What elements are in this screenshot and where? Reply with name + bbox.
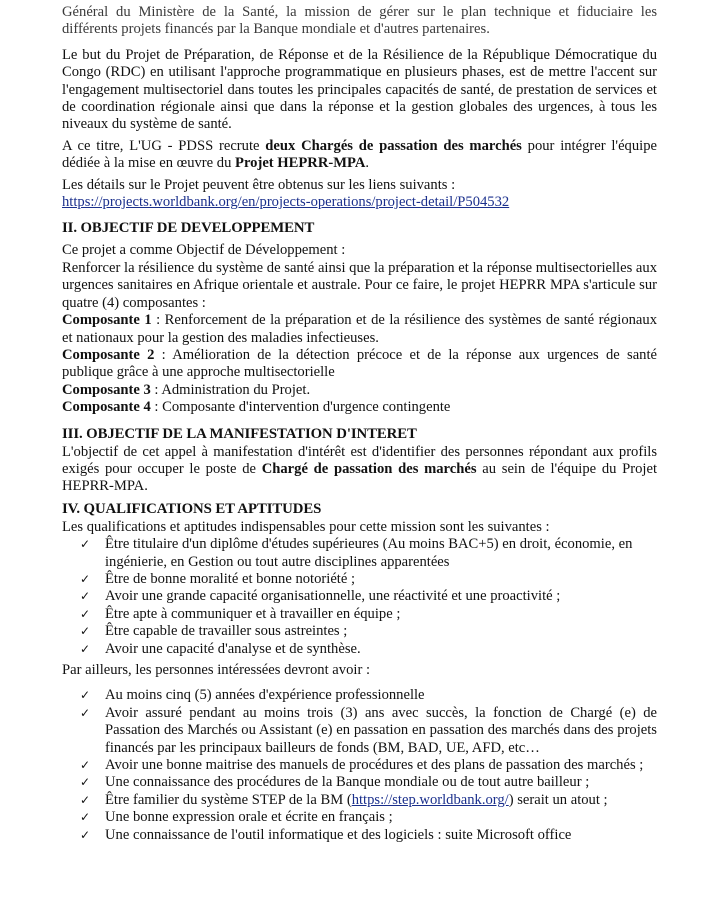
check-icon: ✓ (80, 688, 91, 703)
check-icon: ✓ (80, 810, 91, 825)
section-4-lead: Les qualifications et aptitudes indispensables pour cette mission sont les suivantes : (62, 518, 550, 535)
check-icon: ✓ (80, 827, 91, 842)
component-text: : Renforcement de la préparation et de la résilience des systèmes de santé régionaux et nationaux pour la gestion des maladies infectieuses. (62, 312, 657, 346)
component-1 (62, 312, 657, 347)
project-name: Projet HEPRR-MPA (235, 155, 366, 172)
section-3-title: III. OBJECTIF DE LA MANIFESTATION D'INTERET (62, 425, 417, 442)
experience-list (62, 687, 657, 844)
list-item-text-end: ) serait un atout ; (508, 791, 608, 808)
list-item-text: Avoir une bonne maitrise des manuels de procédures et des plans de passation des marchés ; (105, 757, 644, 774)
list-item (80, 774, 657, 791)
section-2-lead: Ce projet a comme Objectif de Développement : (62, 242, 346, 259)
list-item (80, 827, 657, 844)
list-item (80, 809, 657, 826)
list-item (80, 705, 657, 757)
section-4-lead-2: Par ailleurs, les personnes intéressées devront avoir : (62, 662, 371, 678)
list-item (80, 757, 657, 774)
component-label: Composante 3 (62, 381, 151, 398)
list-item (80, 588, 657, 605)
section-2-title: II. OBJECTIF DE DEVELOPPEMENT (62, 220, 315, 237)
component-label: Composante 2 (62, 346, 155, 363)
details-text: Les détails sur le Projet peuvent être obtenus sur les liens suivants : (62, 176, 456, 193)
component-4 (62, 399, 657, 416)
list-item (80, 792, 657, 809)
document-page (62, 4, 657, 844)
section-2-body: Renforcer la résilience du système de santé ainsi que la préparation et la réponse multisectorielles aux urgences sanitaires en Afrique orientale et australe. Pour ce faire, le projet HEPRR MPA s'articule sur quatre (4) composantes : (62, 259, 657, 311)
project-detail-link[interactable]: https://projects.worldbank.org/en/projects-operations/project-detail/P504532 (62, 194, 510, 211)
purpose-paragraph: Le but du Projet de Préparation, de Réponse et de la Résilience de la République Démocratique du Congo (RDC) en utilisant l'approche programmatique en plusieurs phases, est de mettre l'accent sur l'engagement multisectoriel dans toutes les principales capacités de santé, de prestation de services et de coordination régionale ainsi que dans la réponse et la gestion globales des urgences, à tous les niveaux du système de santé. (62, 46, 657, 133)
check-icon: ✓ (80, 641, 91, 656)
list-item-text: Avoir une grande capacité organisationnelle, une réactivité et une proactivité ; (105, 588, 561, 605)
component-text: : Administration du Projet. (150, 381, 311, 398)
intro-line-2: différents projets financés par la Banque mondiale et d'autres partenaires. (62, 21, 490, 38)
list-item-text: Être de bonne moralité et bonne notoriété ; (105, 570, 356, 587)
check-icon: ✓ (80, 792, 91, 807)
qualifications-list (62, 536, 657, 658)
list-item-text: Être familier du système STEP de la BM ( (105, 791, 352, 808)
component-label: Composante 1 (62, 312, 152, 329)
section-3-text: L'objectif de cet appel à manifestation d'intérêt est d'identifier des personnes répondant aux profils exigés pour occuper le poste de (62, 443, 657, 477)
component-label: Composante 4 (62, 399, 151, 416)
recruit-end: . (365, 155, 370, 172)
check-icon: ✓ (80, 775, 91, 790)
recruit-paragraph (62, 138, 657, 173)
recruit-text-mid: pour intégrer l'équipe dédiée à la mise en œuvre du (62, 137, 657, 172)
list-item-text: Une connaissance des procédures de la Banque mondiale ou de tout autre bailleur ; (105, 774, 590, 791)
component-text: : Amélioration de la détection précoce et de la réponse aux urgences de santé publique grâce à une approche multisectorielle (62, 346, 658, 381)
list-item (80, 687, 657, 704)
list-item (80, 606, 657, 623)
section-3-body (62, 444, 657, 496)
recruit-text: A ce titre, L'UG - PDSS recrute (62, 137, 266, 154)
step-link[interactable]: https://step.worldbank.org/ (351, 791, 509, 808)
list-item (80, 623, 657, 640)
list-item-text: Au moins cinq (5) années d'expérience professionnelle (105, 687, 425, 704)
section-3-text-end: au sein de l'équipe du Projet HEPRR-MPA. (62, 460, 658, 495)
list-item (80, 571, 657, 588)
component-2 (62, 347, 657, 382)
check-icon: ✓ (80, 606, 91, 621)
position-title: Chargé de passation des marchés (261, 460, 477, 477)
check-icon: ✓ (80, 571, 91, 586)
list-item-text: Une connaissance de l'outil informatique et des logiciels : suite Microsoft office (105, 826, 572, 843)
check-icon: ✓ (80, 758, 91, 773)
list-item-text: Avoir assuré pendant au moins trois (3) ans avec succès, la fonction de Chargé (e) de Passation des Marchés ou Assistant (e) en passation en passation des marchés dans des projets financés par les principaux bailleurs de fonds (BM, BAD, UE, AFD, etc… (105, 704, 657, 756)
check-icon: ✓ (80, 589, 91, 604)
check-icon: ✓ (80, 537, 91, 552)
component-text: : Composante d'intervention d'urgence contingente (150, 399, 451, 416)
list-item-text: Une bonne expression orale et écrite en français ; (105, 809, 393, 826)
check-icon: ✓ (80, 705, 91, 720)
list-item-text: Avoir une capacité d'analyse et de synthèse. (105, 640, 361, 657)
intro-line-1: Général du Ministère de la Santé, la mission de gérer sur le plan technique et fiduciaire les (62, 4, 657, 20)
component-3 (62, 382, 657, 399)
list-item-text: Être apte à communiquer et à travailler en équipe ; (105, 605, 401, 622)
list-item (80, 641, 657, 658)
list-item (80, 536, 657, 571)
recruit-positions: deux Chargés de passation des marchés (265, 137, 522, 154)
check-icon: ✓ (80, 624, 91, 639)
list-item-text: Être capable de travailler sous astreintes ; (105, 623, 348, 640)
list-item-text: Être titulaire d'un diplôme d'études supérieures (Au moins BAC+5) en droit, économie, en ingénierie, en Gestion ou tout autre disciplines apparentées (105, 536, 633, 570)
section-4-title: IV. QUALIFICATIONS ET APTITUDES (62, 500, 322, 517)
